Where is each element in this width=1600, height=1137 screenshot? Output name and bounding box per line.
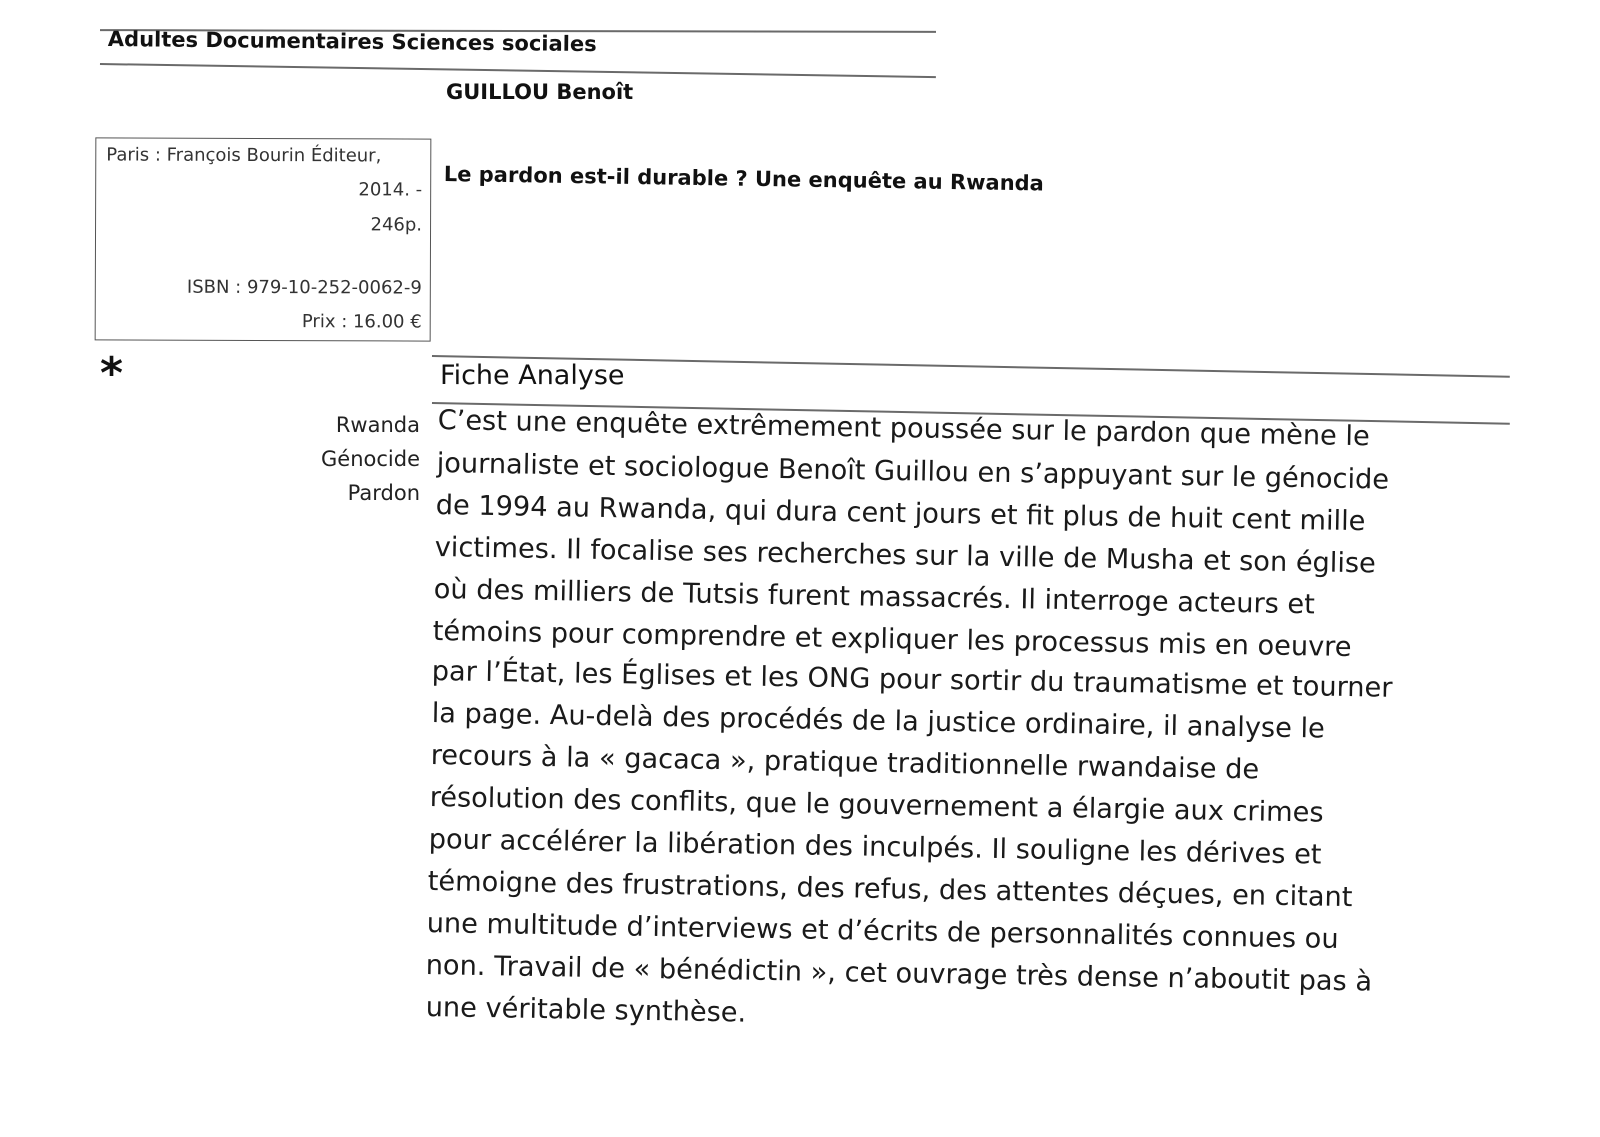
summary-line: témoigne des frustrations, des refus, des attentes déçues, en citant xyxy=(427,866,1353,914)
keyword: Génocide xyxy=(321,447,420,471)
summary-line: par l’État, les Églises et les ONG pour sortir du traumatisme et tourner xyxy=(431,656,1393,704)
summary-line: une véritable synthèse. xyxy=(425,992,747,1029)
summary-line: victimes. Il focalise ses recherches sur la ville de Musha et son église xyxy=(434,532,1377,580)
summary-line: C’est une enquête extrêmement poussée sur le pardon que mène le xyxy=(437,405,1370,453)
fiche-label: Fiche Analyse xyxy=(440,360,625,391)
summary-line: journaliste et sociologue Benoît Guillou en s’appuyant sur le génocide xyxy=(436,448,1390,496)
summary-line: recours à la « gacaca », pratique traditionnelle rwandaise de xyxy=(430,740,1260,786)
summary-line: où des milliers de Tutsis furent massacrés. Il interroge acteurs et xyxy=(433,574,1316,621)
asterisk-marker: * xyxy=(100,348,124,399)
section-heading: Adultes Documentaires Sciences sociales xyxy=(107,27,597,57)
keyword-list xyxy=(250,408,420,510)
summary-line: témoins pour comprendre et expliquer les processus mis en oeuvre xyxy=(432,616,1352,664)
author-name: GUILLOU Benoît xyxy=(446,80,634,104)
price: Prix : 16.00 € xyxy=(301,311,422,333)
isbn: ISBN : 979-10-252-0062-9 xyxy=(186,276,422,299)
summary-line: pour accélérer la libération des inculpés. Il souligne les dérives et xyxy=(428,824,1322,871)
summary-line: résolution des conflits, que le gouvernement a élargie aux crimes xyxy=(429,782,1324,829)
summary-line: une multitude d’interviews et d’écrits de personnalités connues ou xyxy=(426,908,1339,955)
publisher: Paris : François Bourin Éditeur, xyxy=(106,144,382,167)
page-count: 246p. xyxy=(370,214,423,236)
summary-line: non. Travail de « bénédictin », cet ouvrage très dense n’aboutit pas à xyxy=(425,950,1373,998)
summary-line: de 1994 au Rwanda, qui dura cent jours et fit plus de huit cent mille xyxy=(435,490,1366,538)
keyword: Pardon xyxy=(347,481,420,505)
keyword: Rwanda xyxy=(335,413,420,437)
header-bottom-rule xyxy=(100,63,936,78)
book-title: Le pardon est-il durable ? Une enquête au Rwanda xyxy=(443,162,1045,196)
publication-year: 2014. - xyxy=(358,179,423,201)
publication-info-box xyxy=(95,137,432,341)
summary-line: la page. Au-delà des procédés de la justice ordinaire, il analyse le xyxy=(431,698,1326,745)
